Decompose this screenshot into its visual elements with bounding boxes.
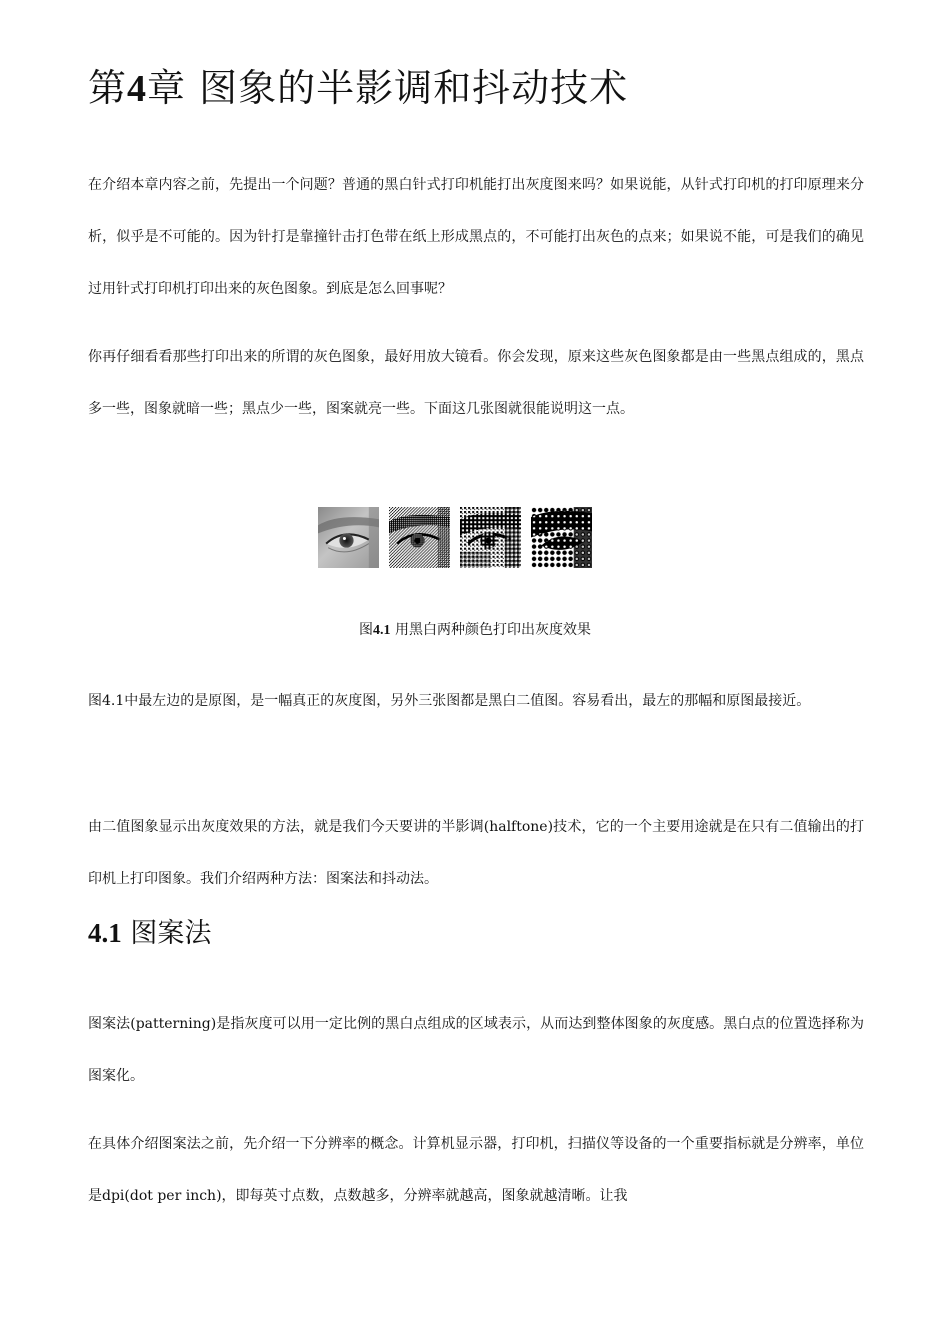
paragraph-resolution-intro: 在具体介绍图案法之前，先介绍一下分辨率的概念。计算机显示器，打印机，扫描仪等设备的一个重要指标就是分辨率，单位是dpi(dot per inch)，即每英寸点数，点数越多，分辨率就越高，图象就越清晰。让我 (88, 1136, 864, 1204)
chapter-number-prefix: 第 (88, 66, 128, 110)
caption-prefix: 图 (359, 622, 374, 638)
chapter-number: 4 (127, 68, 148, 110)
chapter-title-text: 图象的半影调和抖动技术 (199, 66, 629, 110)
paragraph-patterning-definition: 图案法(patterning)是指灰度可以用一定比例的黑白点组成的区域表示，从而达到整体图象的灰度感。黑白点的位置选择称为图案化。 (88, 1016, 864, 1084)
paragraph-halftone-intro: 由二值图象显示出灰度效果的方法，就是我们今天要讲的半影调(halftone)技术，它的一个主要用途就是在只有二值输出的打印机上打印图象。我们介绍两种方法：图案法和抖动法。 (88, 819, 864, 887)
section-number: 4.1 (88, 918, 122, 948)
eye-halftone-medium-image (460, 507, 521, 568)
eye-halftone-fine-image (389, 507, 450, 568)
figure-caption (0, 619, 950, 642)
chapter-suffix: 章 (147, 66, 187, 110)
figure-4-1 (318, 507, 592, 568)
caption-number: 4.1 (373, 623, 391, 638)
section-title-text: 图案法 (121, 918, 212, 949)
chapter-title (88, 66, 628, 113)
caption-text: 用黑白两种颜色打印出灰度效果 (390, 622, 591, 638)
eye-halftone-coarse-image (531, 507, 592, 568)
eye-grayscale-original-image (318, 507, 379, 568)
section-title (88, 917, 211, 950)
paragraph-intro: 在介绍本章内容之前，先提出一个问题？普通的黑白针式打印机能打出灰度图来吗？如果说能，从针式打印机的打印原理来分析，似乎是不可能的。因为针打是靠撞针击打色带在纸上形成黑点的，不可能打出灰色的点来；如果说不能，可是我们的确见过用针式打印机打印出来的灰色图象。到底是怎么回事呢？ (88, 177, 864, 297)
paragraph-figure-explanation: 图4.1中最左边的是原图，是一幅真正的灰度图，另外三张图都是黑白二值图。容易看出，最左的那幅和原图最接近。 (88, 693, 811, 709)
paragraph-magnifier: 你再仔细看看那些打印出来的所谓的灰色图象，最好用放大镜看。你会发现，原来这些灰色图象都是由一些黑点组成的，黑点多一些，图象就暗一些；黑点少一些，图案就亮一些。下面这几张图就很能说明这一点。 (88, 349, 864, 417)
